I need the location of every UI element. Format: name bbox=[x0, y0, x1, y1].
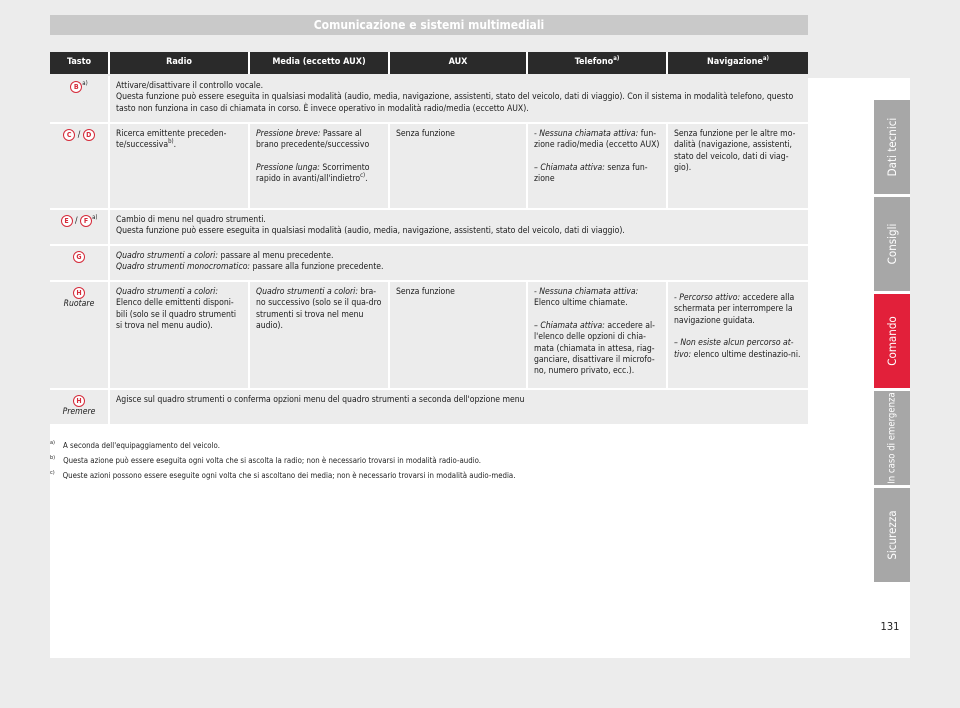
table-header-row bbox=[50, 52, 808, 74]
footnotes bbox=[50, 438, 808, 483]
col-header-tasto: Tasto bbox=[50, 52, 110, 74]
key-c-icon: C bbox=[63, 129, 75, 141]
key-cell: E / F $^{a)}$ bbox=[50, 210, 110, 244]
col-header-media: Media (eccetto AUX) bbox=[250, 52, 390, 74]
navigazione-cell: - Percorso attivo: accedere alla schermata per interrompere la navigazione guidata. – Non esiste alcun percorso at-tivo: elenco ultime destinazio-ni. bbox=[668, 282, 808, 388]
key-e-icon: E bbox=[61, 215, 73, 227]
table-row bbox=[50, 390, 808, 424]
tab-sicurezza[interactable]: Sicurezza bbox=[874, 488, 910, 582]
key-cell: H Ruotare bbox=[50, 282, 110, 388]
table-row bbox=[50, 246, 808, 280]
telefono-cell: - Nessuna chiamata attiva: Elenco ultime chiamate. – Chiamata attiva: accedere al-l'elenco delle opzioni di chia-mata (chiamata in attesa, riag-ganciare, disattivare il microfo-no, numero privato, ecc.). bbox=[528, 282, 668, 388]
table-row bbox=[50, 124, 808, 208]
table-row bbox=[50, 210, 808, 244]
col-header-navigazione: Navigazione$^{a)}$ bbox=[668, 52, 808, 74]
key-d-icon: D bbox=[83, 129, 95, 141]
key-h-icon: H bbox=[73, 395, 85, 407]
footnote: $^{c)}$ Queste azioni possono essere eseguite ogni volta che si ascoltano dei media; non è necessario trovarsi in modalità audio-media. bbox=[50, 470, 516, 480]
aux-cell: Senza funzione bbox=[390, 282, 528, 388]
page-number: 131 bbox=[880, 620, 900, 633]
key-cell: H Premere bbox=[50, 390, 110, 424]
description-cell: Attivare/disattivare il controllo vocale. Questa funzione può essere eseguita in qualsiasi modalità (audio, media, navigazione, assistenti, stato del veicolo, dati di viaggio). Con il sistema in modalità telefono, questo tasto non funziona in caso di chiamata in corso. È invece operativo in modalità radio/media (eccetto AUX). bbox=[110, 76, 808, 122]
description-cell: Quadro strumenti a colori: passare al menu precedente. Quadro strumenti monocromatico: passare alla funzione precedente. bbox=[110, 246, 808, 280]
description-cell: Cambio di menu nel quadro strumenti. Questa funzione può essere eseguita in qualsiasi modalità (audio, media, navigazione, assistenti, stato del veicolo, dati di viaggio). bbox=[110, 210, 808, 244]
key-b-icon: B bbox=[70, 81, 82, 93]
telefono-cell: - Nessuna chiamata attiva: fun-zione radio/media (eccetto AUX) – Chiamata attiva: senza fun-zione bbox=[528, 124, 668, 208]
table-row bbox=[50, 282, 808, 388]
key-cell: B $^{a)}$ bbox=[50, 76, 110, 122]
footnote: $^{b)}$ Questa azione può essere eseguita ogni volta che si ascolta la radio; non è necessario trovarsi in modalità radio-audio. bbox=[50, 455, 482, 465]
navigazione-cell: Senza funzione per le altre mo-dalità (navigazione, assistenti, stato del veicolo, dati di viag-gio). bbox=[668, 124, 808, 208]
key-cell bbox=[50, 246, 110, 280]
description-cell: Agisce sul quadro strumenti o conferma opzioni menu del quadro strumenti a seconda dell'opzione menu bbox=[110, 390, 808, 424]
media-cell: Quadro strumenti a colori: bra-no successivo (solo se il qua-dro strumenti si trova nel menu audio). bbox=[250, 282, 390, 388]
controls-table bbox=[50, 50, 808, 426]
key-cell: C / D bbox=[50, 124, 110, 208]
key-h-icon: H bbox=[73, 287, 85, 299]
table-row bbox=[50, 76, 808, 122]
media-cell: Pressione breve: Passare al brano precedente/successivo Pressione lunga: Scorrimento rapido in avanti/all'indietro$^{c)}$. bbox=[250, 124, 390, 208]
key-f-icon: F bbox=[80, 215, 92, 227]
aux-cell: Senza funzione bbox=[390, 124, 528, 208]
tab-dati-tecnici[interactable]: Dati tecnici bbox=[874, 100, 910, 194]
footnote: $^{a)}$ A seconda dell'equipaggiamento del veicolo. bbox=[50, 440, 220, 450]
col-header-radio: Radio bbox=[110, 52, 250, 74]
col-header-telefono: Telefono$^{a)}$ bbox=[528, 52, 668, 74]
tab-comando[interactable]: Comando bbox=[874, 294, 910, 388]
radio-cell: Quadro strumenti a colori: Elenco delle emittenti disponi-bili (solo se il quadro strumenti si trova nel menu audio). bbox=[110, 282, 250, 388]
tab-consigli[interactable]: Consigli bbox=[874, 197, 910, 291]
key-g-icon: G bbox=[73, 251, 85, 263]
radio-cell: Ricerca emittente preceden-te/successiva$^{b)}$. bbox=[110, 124, 250, 208]
col-header-aux: AUX bbox=[390, 52, 528, 74]
tab-in-caso-di-emergenza[interactable]: In caso di emergenza bbox=[874, 391, 910, 485]
page-title: Comunicazione e sistemi multimediali bbox=[50, 15, 808, 35]
